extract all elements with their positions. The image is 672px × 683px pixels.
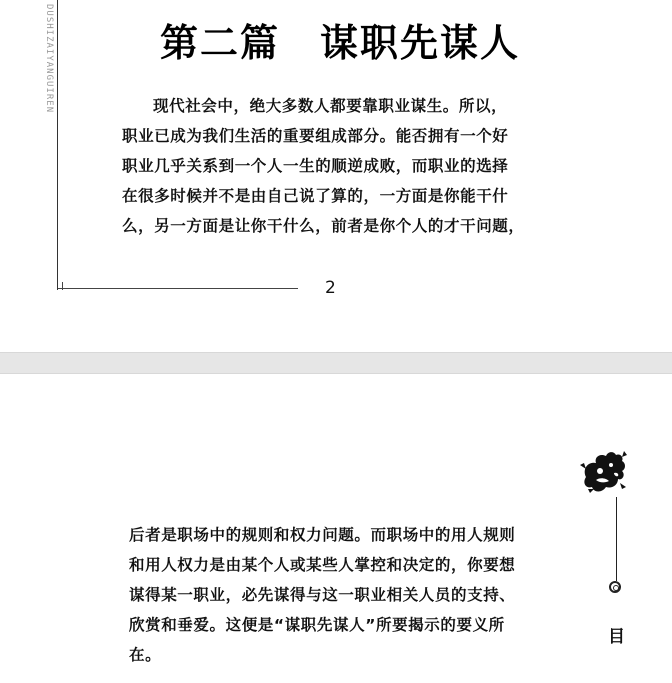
margin-rule (57, 0, 58, 290)
text-line: 和用人权力是由某个人或某些人掌控和决定的，你要想 (129, 556, 516, 574)
text-line: 职业已成为我们生活的重要组成部分。能否拥有一个好 (122, 127, 509, 145)
ring-icon (609, 581, 621, 593)
text-line: 职业几乎关系到一个人一生的顺逆成败，而职业的选择 (122, 157, 509, 175)
margin-running-text: DUSHIZAIYANGUIREN (44, 4, 54, 114)
toc-vertical-rule (616, 497, 617, 581)
footer-rule (58, 288, 298, 289)
toc-label: 目 (608, 627, 625, 647)
body-paragraph-bottom (129, 520, 559, 670)
text-line: 谋得某一职业，必先谋得与这一职业相关人员的支持、 (129, 586, 516, 604)
text-line: 么，另一方面是让你干什么，前者是你个人的才干问题， (122, 217, 525, 235)
page-separator (0, 352, 672, 374)
text-line: 现代社会中，绝大多数人都要靠职业谋生。所以， (153, 97, 508, 115)
body-paragraph-top (122, 91, 552, 241)
text-line: 后者是职场中的规则和权力问题。而职场中的用人规则 (129, 526, 516, 544)
text-line: 在很多时候并不是由自己说了算的，一方面是你能干什 (122, 187, 509, 205)
dragon-emblem-icon (578, 447, 630, 497)
page-number: 2 (325, 278, 336, 298)
chapter-title: 第二篇 谋职先谋人 (160, 21, 521, 65)
text-line: 在。 (129, 646, 162, 664)
text-line: 欣赏和垂爱。这便是“谋职先谋人”所要揭示的要义所 (129, 616, 505, 634)
